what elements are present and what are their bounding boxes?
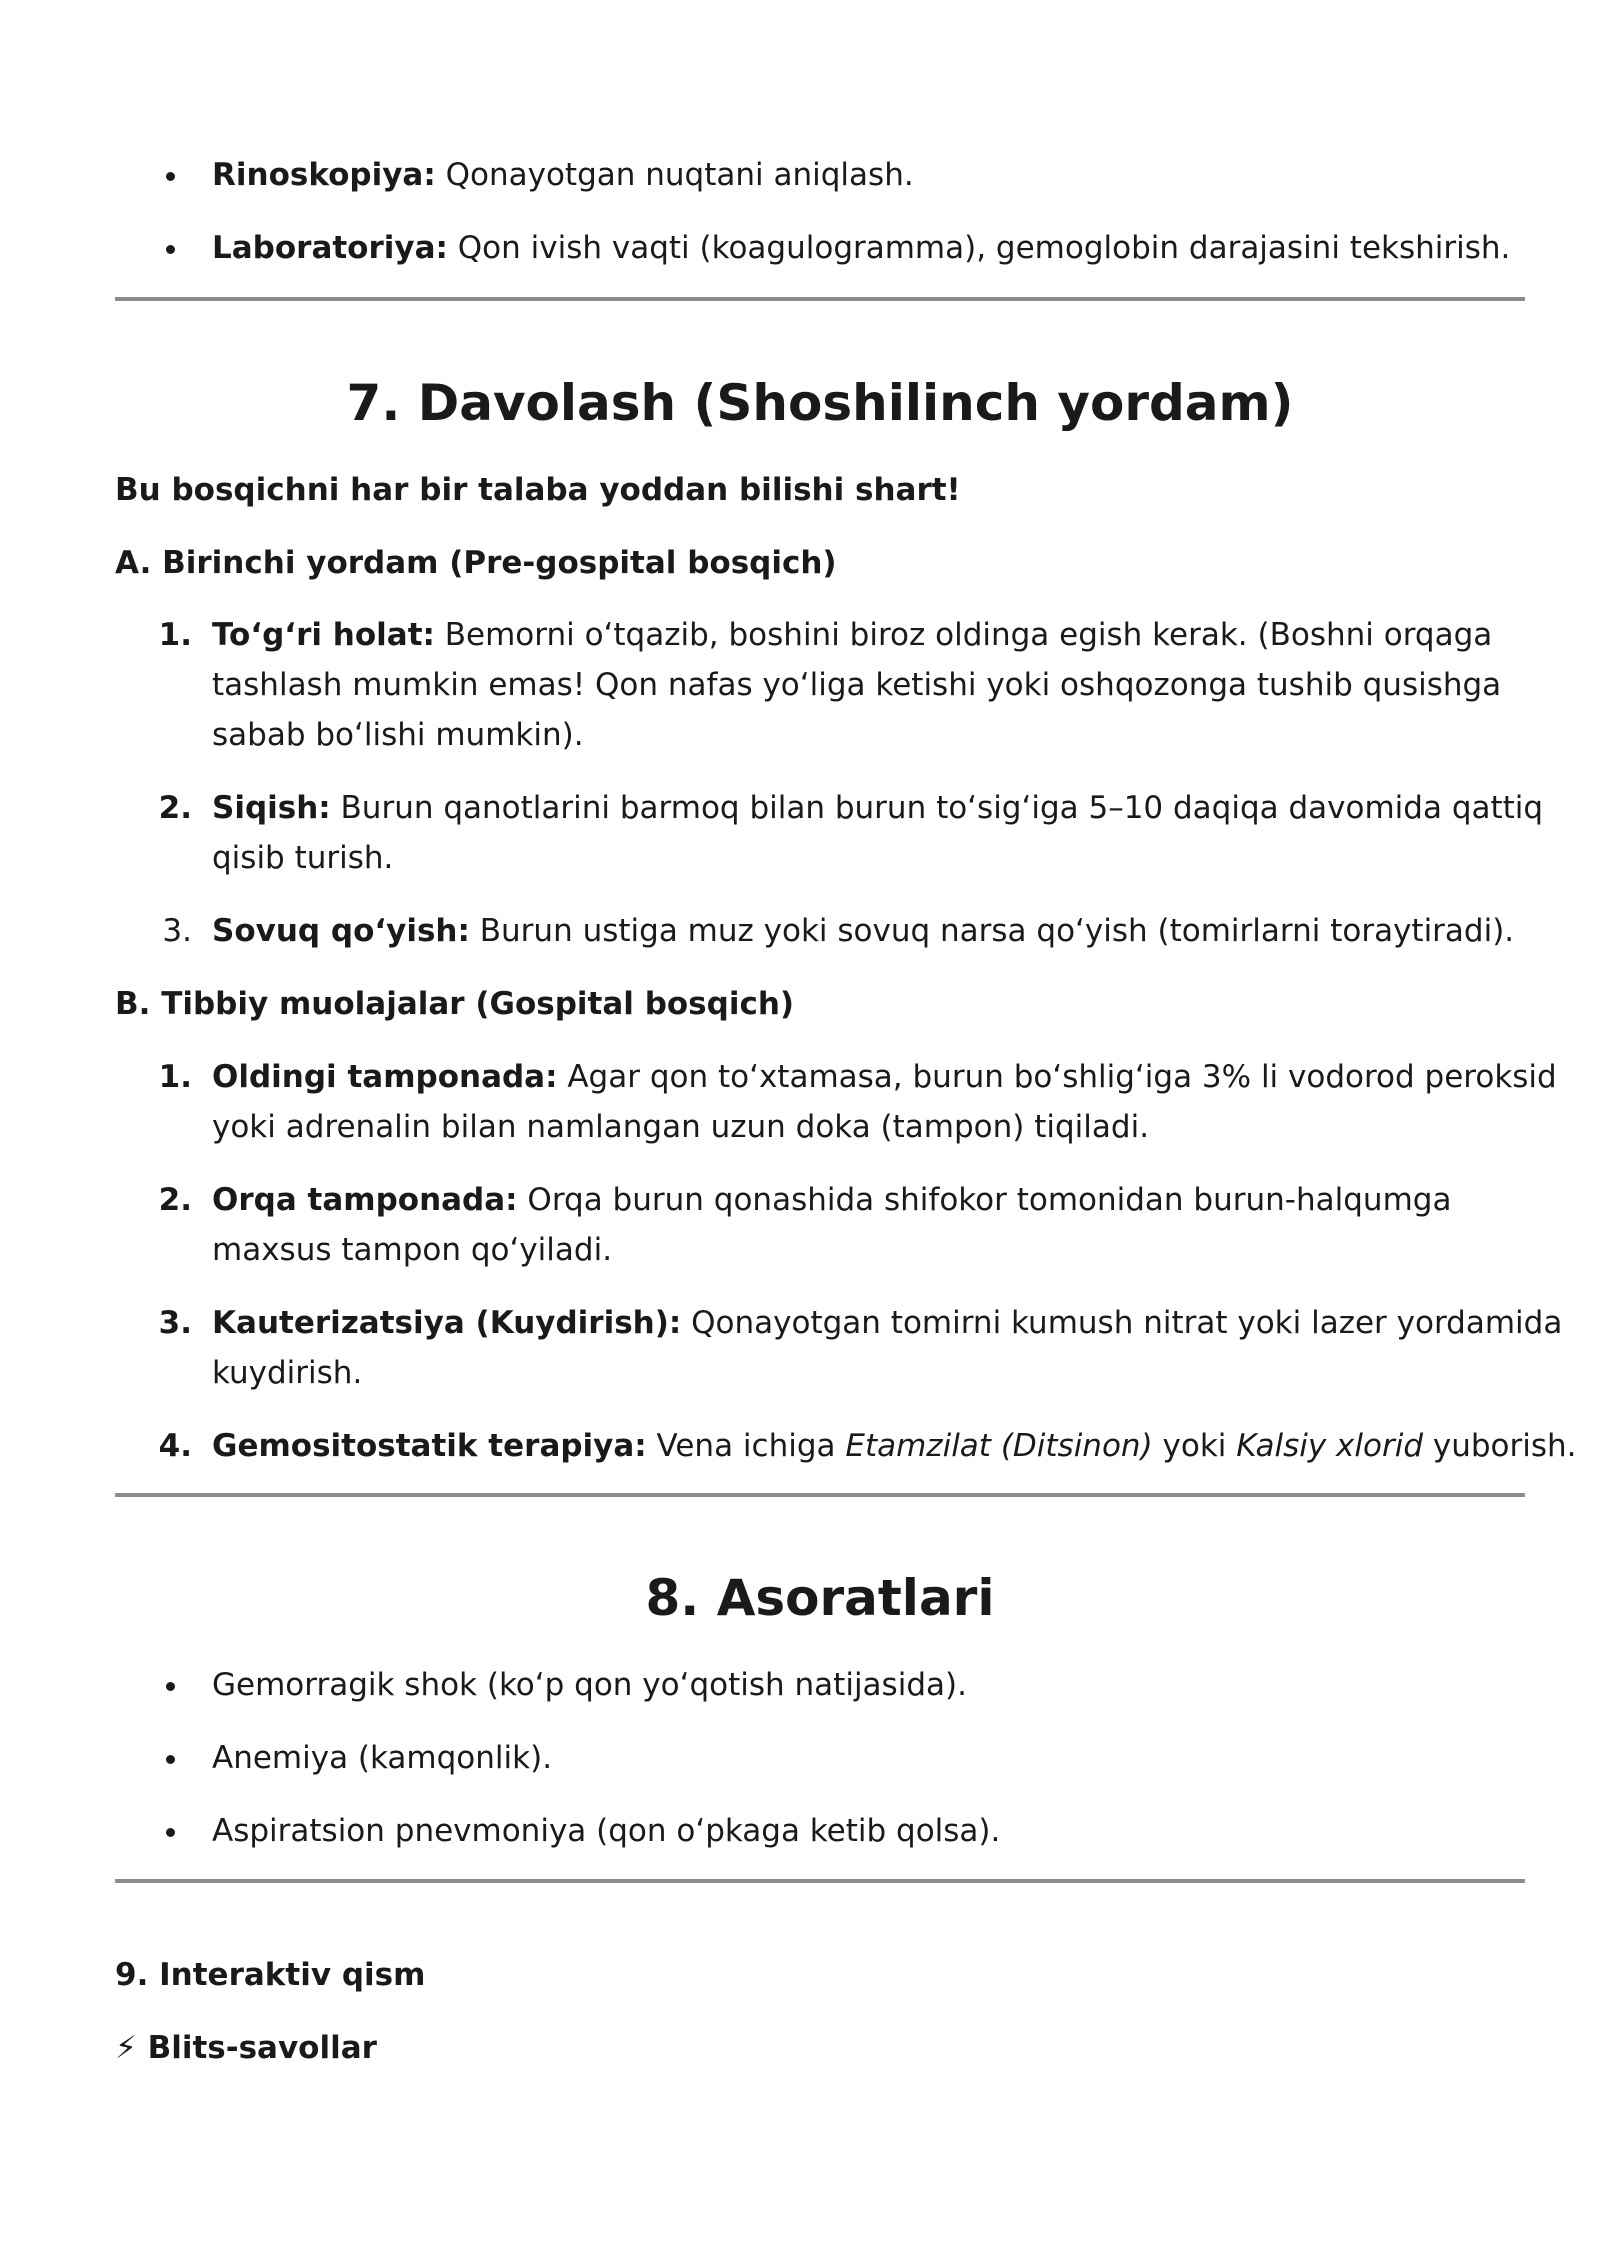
- subsection-title: [115, 2023, 377, 2073]
- item-text: yoki: [1152, 1428, 1237, 1464]
- item-text: Qonayotgan nuqtani aniqlash.: [435, 157, 914, 193]
- section-heading-small: 9. Interaktiv qism: [115, 1957, 426, 1993]
- list-item: [212, 223, 1510, 273]
- item-label: Laboratoriya:: [212, 230, 448, 266]
- list-item: [212, 783, 1543, 833]
- item-label: Sovuq qo‘yish:: [212, 913, 470, 949]
- item-text: Qonayotgan tomirni kumush nitrat yoki lazer yordamida: [681, 1305, 1563, 1341]
- item-label: Kauterizatsiya (Kuydirish):: [212, 1305, 682, 1341]
- item-text: Agar qon to‘xtamasa, burun bo‘shlig‘iga 3% li vodorod peroksid: [557, 1059, 1557, 1095]
- divider: [115, 297, 1525, 301]
- bullet-dot: [166, 1755, 175, 1764]
- item-text: Bemorni o‘tqazib, boshini biroz oldinga egish kerak. (Boshni orqaga: [434, 617, 1493, 653]
- drug-name: Kalsiy xlorid: [1236, 1428, 1424, 1464]
- item-number: 2.: [158, 1182, 192, 1218]
- item-number: 3.: [162, 913, 192, 949]
- item-text-continued: qisib turish.: [212, 840, 394, 876]
- subsection-label: Blits-savollar: [147, 2030, 377, 2066]
- lightning-icon: ⚡: [115, 2030, 137, 2066]
- item-label: Siqish:: [212, 790, 331, 826]
- item-label: To‘g‘ri holat:: [212, 617, 435, 653]
- item-text: yuborish.: [1423, 1428, 1577, 1464]
- item-number: 2.: [158, 790, 192, 826]
- list-item: Gemorragik shok (ko‘p qon yo‘qotish natijasida).: [212, 1667, 967, 1703]
- item-text-continued: sabab bo‘lishi mumkin).: [212, 717, 584, 753]
- item-text: Vena ichiga: [646, 1428, 846, 1464]
- item-text-continued: maxsus tampon qo‘yiladi.: [212, 1232, 613, 1268]
- divider: [115, 1879, 1525, 1883]
- item-number: 1.: [158, 617, 192, 653]
- item-text: Orqa burun qonashida shifokor tomonidan burun-halqumga: [517, 1182, 1452, 1218]
- item-number: 1.: [158, 1059, 192, 1095]
- item-text-continued: tashlash mumkin emas! Qon nafas yo‘liga ketishi yoki oshqozonga tushib qusishga: [212, 667, 1502, 703]
- list-item: Aspiratsion pnevmoniya (qon o‘pkaga ketib qolsa).: [212, 1813, 1001, 1849]
- list-item: Anemiya (kamqonlik).: [212, 1740, 553, 1776]
- item-label: Orqa tamponada:: [212, 1182, 518, 1218]
- list-item: [212, 1421, 1577, 1471]
- item-text: Burun ustiga muz yoki sovuq narsa qo‘yish (tomirlarni toraytiradi).: [469, 913, 1515, 949]
- subsection-title: B. Tibbiy muolajalar (Gospital bosqich): [115, 986, 795, 1022]
- list-item: [212, 1175, 1451, 1225]
- list-item: [212, 1052, 1557, 1102]
- bullet-dot: [166, 1828, 175, 1837]
- section-heading: 8. Asoratlari: [645, 1569, 995, 1627]
- list-item: [212, 906, 1514, 956]
- item-text: Burun qanotlarini barmoq bilan burun to‘sig‘iga 5–10 daqiqa davomida qattiq: [330, 790, 1544, 826]
- bullet-dot: [166, 172, 175, 181]
- item-label: Rinoskopiya:: [212, 157, 436, 193]
- section-heading: 7. Davolash (Shoshilinch yordam): [346, 374, 1294, 432]
- divider: [115, 1493, 1525, 1497]
- item-number: 3.: [158, 1305, 192, 1341]
- item-text-continued: yoki adrenalin bilan namlangan uzun doka (tampon) tiqiladi.: [212, 1109, 1150, 1145]
- item-number: 4.: [158, 1428, 192, 1464]
- bullet-dot: [166, 1682, 175, 1691]
- item-text: Qon ivish vaqti (koagulogramma), gemoglobin darajasini tekshirish.: [447, 230, 1511, 266]
- list-item: [212, 150, 914, 200]
- item-text-continued: kuydirish.: [212, 1355, 363, 1391]
- subsection-title: A. Birinchi yordam (Pre-gospital bosqich): [115, 545, 837, 581]
- item-label: Oldingi tamponada:: [212, 1059, 558, 1095]
- list-item: [212, 1298, 1562, 1348]
- bullet-dot: [166, 245, 175, 254]
- item-label: Gemositostatik terapiya:: [212, 1428, 647, 1464]
- list-item: [212, 610, 1492, 660]
- drug-name: Etamzilat (Ditsinon): [845, 1428, 1153, 1464]
- section-note: Bu bosqichni har bir talaba yoddan bilishi shart!: [115, 472, 961, 508]
